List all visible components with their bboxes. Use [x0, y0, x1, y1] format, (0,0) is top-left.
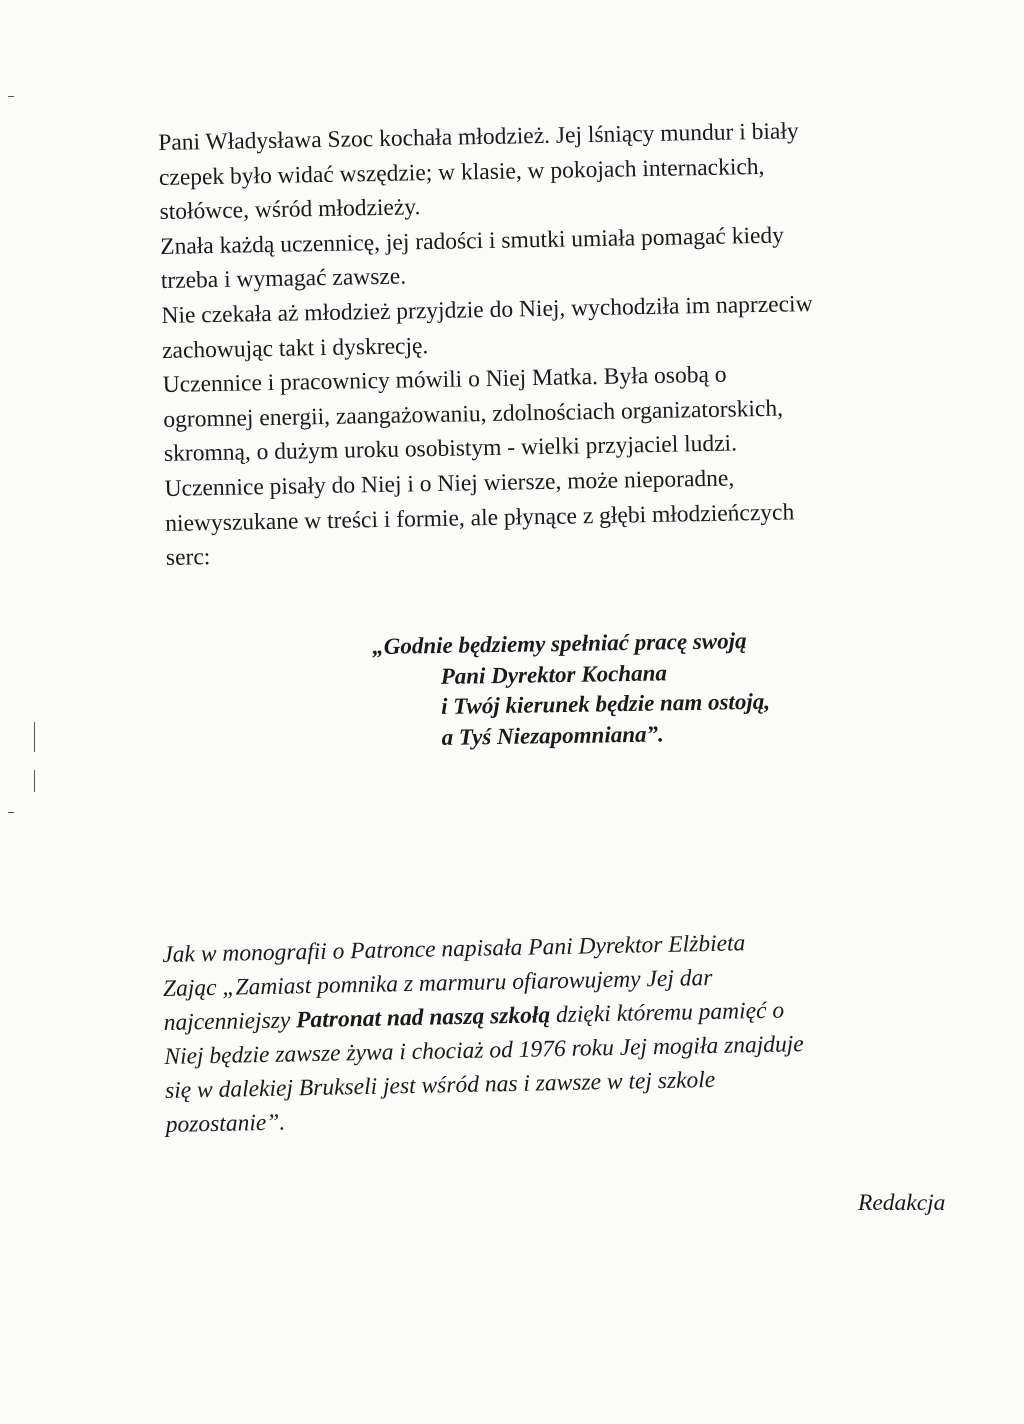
- poem-line: Pani Dyrektor Kochana: [440, 659, 668, 689]
- body-line: Uczennice pisały do Niej i o Niej wiersze, może nieporadne,: [164, 465, 735, 502]
- body-line: zachowując takt i dyskrecję.: [161, 332, 429, 364]
- body-paragraph: [158, 111, 996, 576]
- body-line: stołówce, wśród młodzieży.: [159, 194, 421, 226]
- body-line: Nie czekała aż młodzież przyjdzie do Niej, wychodziła im naprzeciw: [161, 291, 813, 329]
- body-line: Znała każdą uczennicę, jej radości i smutki umiała pomagać kiedy: [159, 222, 785, 260]
- body-line: Pani Władysława Szoc kochała młodzież. Jej lśniący mundur i biały: [158, 118, 799, 156]
- poem-line: i Twój kierunek będzie nam ostoją,: [440, 688, 771, 719]
- margin-tick-mark: [34, 722, 35, 752]
- margin-tick-mark: [8, 96, 14, 97]
- body-line: serc:: [165, 544, 211, 572]
- body-line: trzeba i wymagać zawsze.: [160, 263, 407, 295]
- body-line: niewyszukane w treści i formie, ale płynące z głębi młodzieńczych: [165, 498, 795, 537]
- closing-line: Zając „Zamiast pomnika z marmuru ofiarowujemy Jej dar: [162, 964, 713, 1002]
- patronat-emphasis: Patronat nad naszą szkołą: [295, 1002, 551, 1034]
- closing-text: dzięki któremu pamięć o: [549, 997, 785, 1029]
- closing-text: najcenniejszy: [163, 1007, 297, 1036]
- body-line: ogromnej energii, zaangażowaniu, zdolnościach organizatorskich,: [163, 395, 784, 433]
- body-line: skromną, o dużym uroku osobistym - wielki przyjaciel ludzi.: [163, 430, 738, 468]
- closing-line: się w dalekiej Brukseli jest wśród nas i zawsze w tej szkole: [164, 1066, 716, 1104]
- signature: Redakcja: [858, 1190, 946, 1216]
- body-line: Uczennice i pracownicy mówili o Niej Matka. Była osobą o: [162, 361, 727, 399]
- closing-line: Jak w monografii o Patronce napisała Pani Dyrektor Elżbieta: [162, 930, 746, 968]
- closing-line: pozostanie”.: [165, 1109, 286, 1138]
- margin-tick-mark: [34, 770, 35, 792]
- poem-quote: [372, 626, 771, 754]
- poem-line: a Tyś Niezapomniana”.: [441, 720, 664, 750]
- margin-tick-mark: [8, 812, 14, 813]
- body-line: czepek było widać wszędzie; w klasie, w pokojach internackich,: [158, 153, 765, 191]
- poem-line: „Godnie będziemy spełniać pracę swoją: [372, 628, 747, 659]
- closing-line: Niej będzie zawsze żywa i chociaż od 1976 roku Jej mogiła znajduje: [164, 1031, 804, 1070]
- closing-paragraph: [162, 921, 996, 1142]
